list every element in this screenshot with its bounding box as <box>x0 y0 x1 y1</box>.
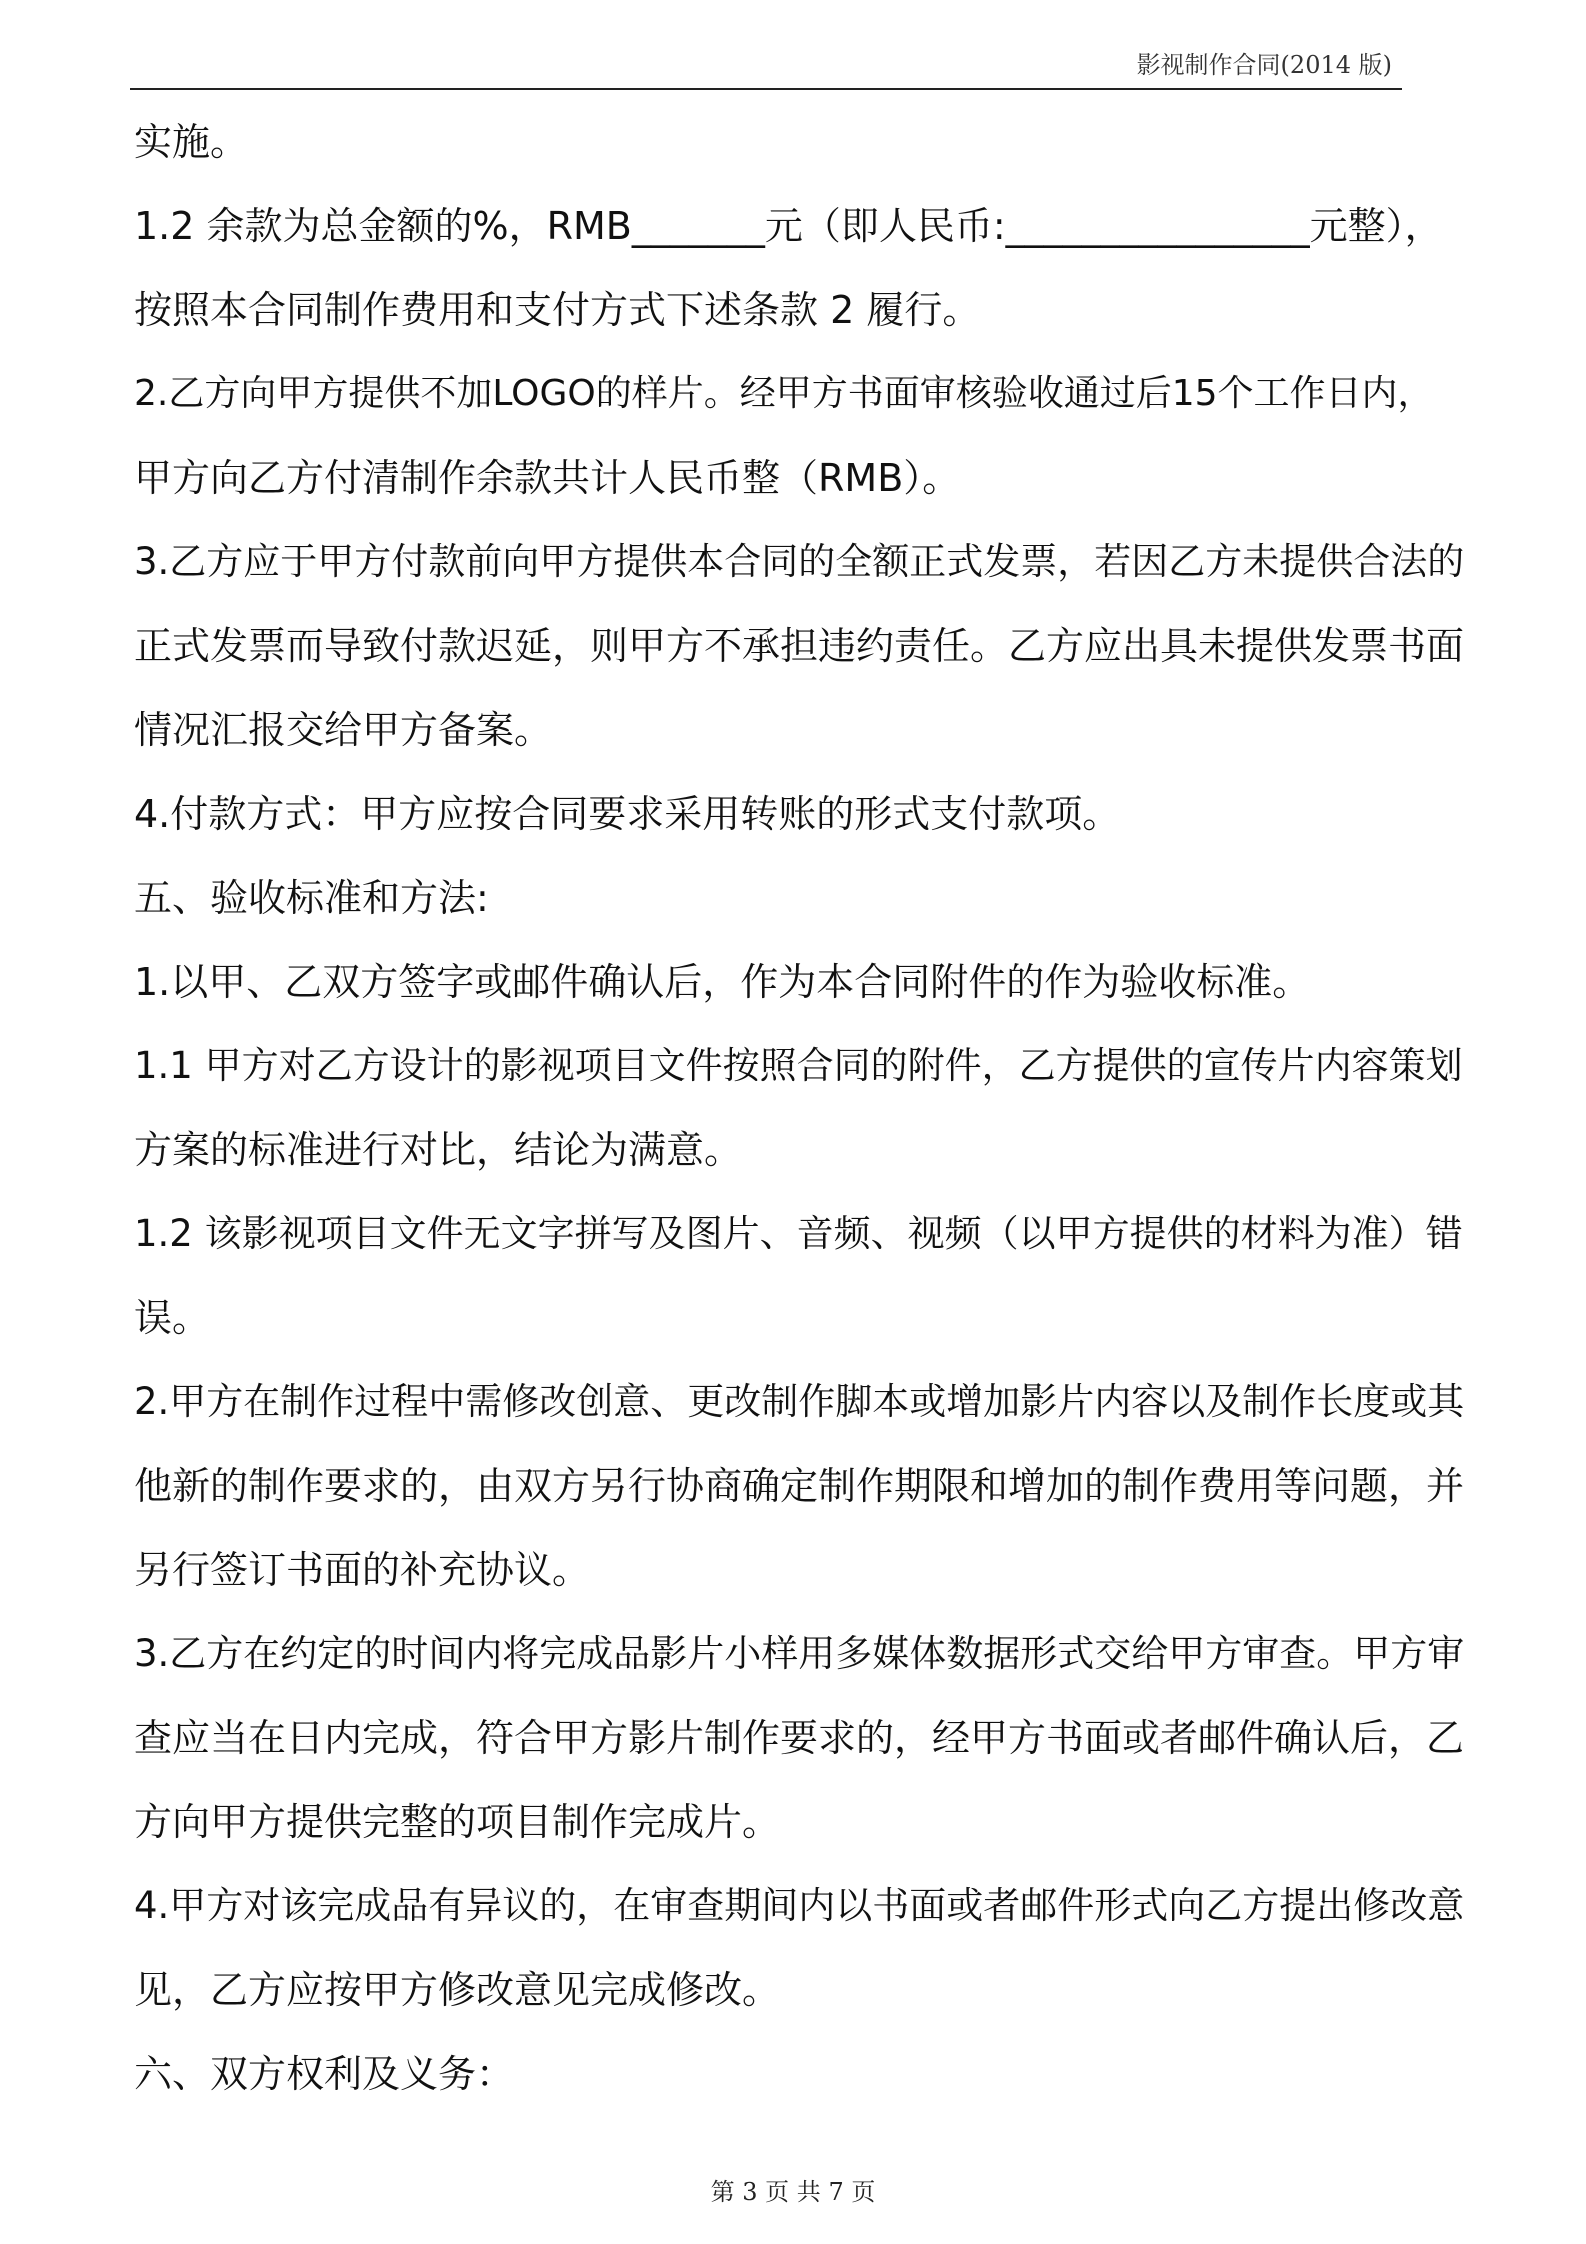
paragraph-line: 2.乙方向甲方提供不加LOGO的样片。经甲方书面审核验收通过后15个工作日内， <box>134 373 1434 414</box>
paragraph-line: 情况汇报交给甲方备案。 <box>134 708 553 752</box>
paragraph-line: 按照本合同制作费用和支付方式下述条款 2 履行。 <box>134 288 981 332</box>
paragraph-line: 4.付款方式：甲方应按合同要求采用转账的形式支付款项。 <box>134 792 1121 836</box>
paragraph-line: 方案的标准进行对比，结论为满意。 <box>134 1128 743 1172</box>
paragraph-line: 3.乙方在约定的时间内将完成品影片小样用多媒体数据形式交给甲方审查。甲方审 <box>134 1632 1465 1675</box>
paragraph-line: 另行签订书面的补充协议。 <box>134 1548 591 1592</box>
paragraph-line: 正式发票而导致付款迟延，则甲方不承担违约责任。乙方应出具未提供发票书面 <box>134 624 1465 668</box>
paragraph-line: 查应当在日内完成，符合甲方影片制作要求的，经甲方书面或者邮件确认后，乙 <box>134 1716 1465 1760</box>
paragraph-line: 实施。 <box>134 120 249 164</box>
document-body <box>134 100 1464 2116</box>
section-heading: 五、验收标准和方法: <box>134 876 489 920</box>
paragraph-line: 1.以甲、乙双方签字或邮件确认后，作为本合同附件的作为验收标准。 <box>134 960 1311 1004</box>
header-title: 影视制作合同(2014 版) <box>1136 51 1392 79</box>
paragraph-line: 1.1 甲方对乙方设计的影视项目文件按照合同的附件，乙方提供的宣传片内容策划 <box>134 1044 1463 1087</box>
paragraph-line: 1.2 余款为总金额的%，RMB_______元（即人民币:________________元整）， <box>134 204 1443 248</box>
page-number: 第 3 页 共 7 页 <box>710 2178 876 2206</box>
paragraph-line: 方向甲方提供完整的项目制作完成片。 <box>134 1800 781 1844</box>
paragraph-line: 甲方向乙方付清制作余款共计人民币整（RMB）。 <box>134 456 961 500</box>
paragraph-line: 见，乙方应按甲方修改意见完成修改。 <box>134 1968 781 2012</box>
paragraph-line: 3.乙方应于甲方付款前向甲方提供本合同的全额正式发票，若因乙方未提供合法的 <box>134 540 1465 583</box>
page-footer <box>0 2172 1586 2207</box>
paragraph-line: 误。 <box>134 1296 211 1340</box>
section-heading: 六、双方权利及义务： <box>134 2052 515 2096</box>
page-header <box>130 50 1402 90</box>
paragraph-line: 1.2 该影视项目文件无文字拼写及图片、音频、视频（以甲方提供的材料为准）错 <box>134 1212 1463 1255</box>
paragraph-line: 他新的制作要求的，由双方另行协商确定制作期限和增加的制作费用等问题，并 <box>134 1464 1465 1508</box>
paragraph-line: 2.甲方在制作过程中需修改创意、更改制作脚本或增加影片内容以及制作长度或其 <box>134 1380 1465 1423</box>
paragraph-line: 4.甲方对该完成品有异议的，在审查期间内以书面或者邮件形式向乙方提出修改意 <box>134 1884 1465 1927</box>
